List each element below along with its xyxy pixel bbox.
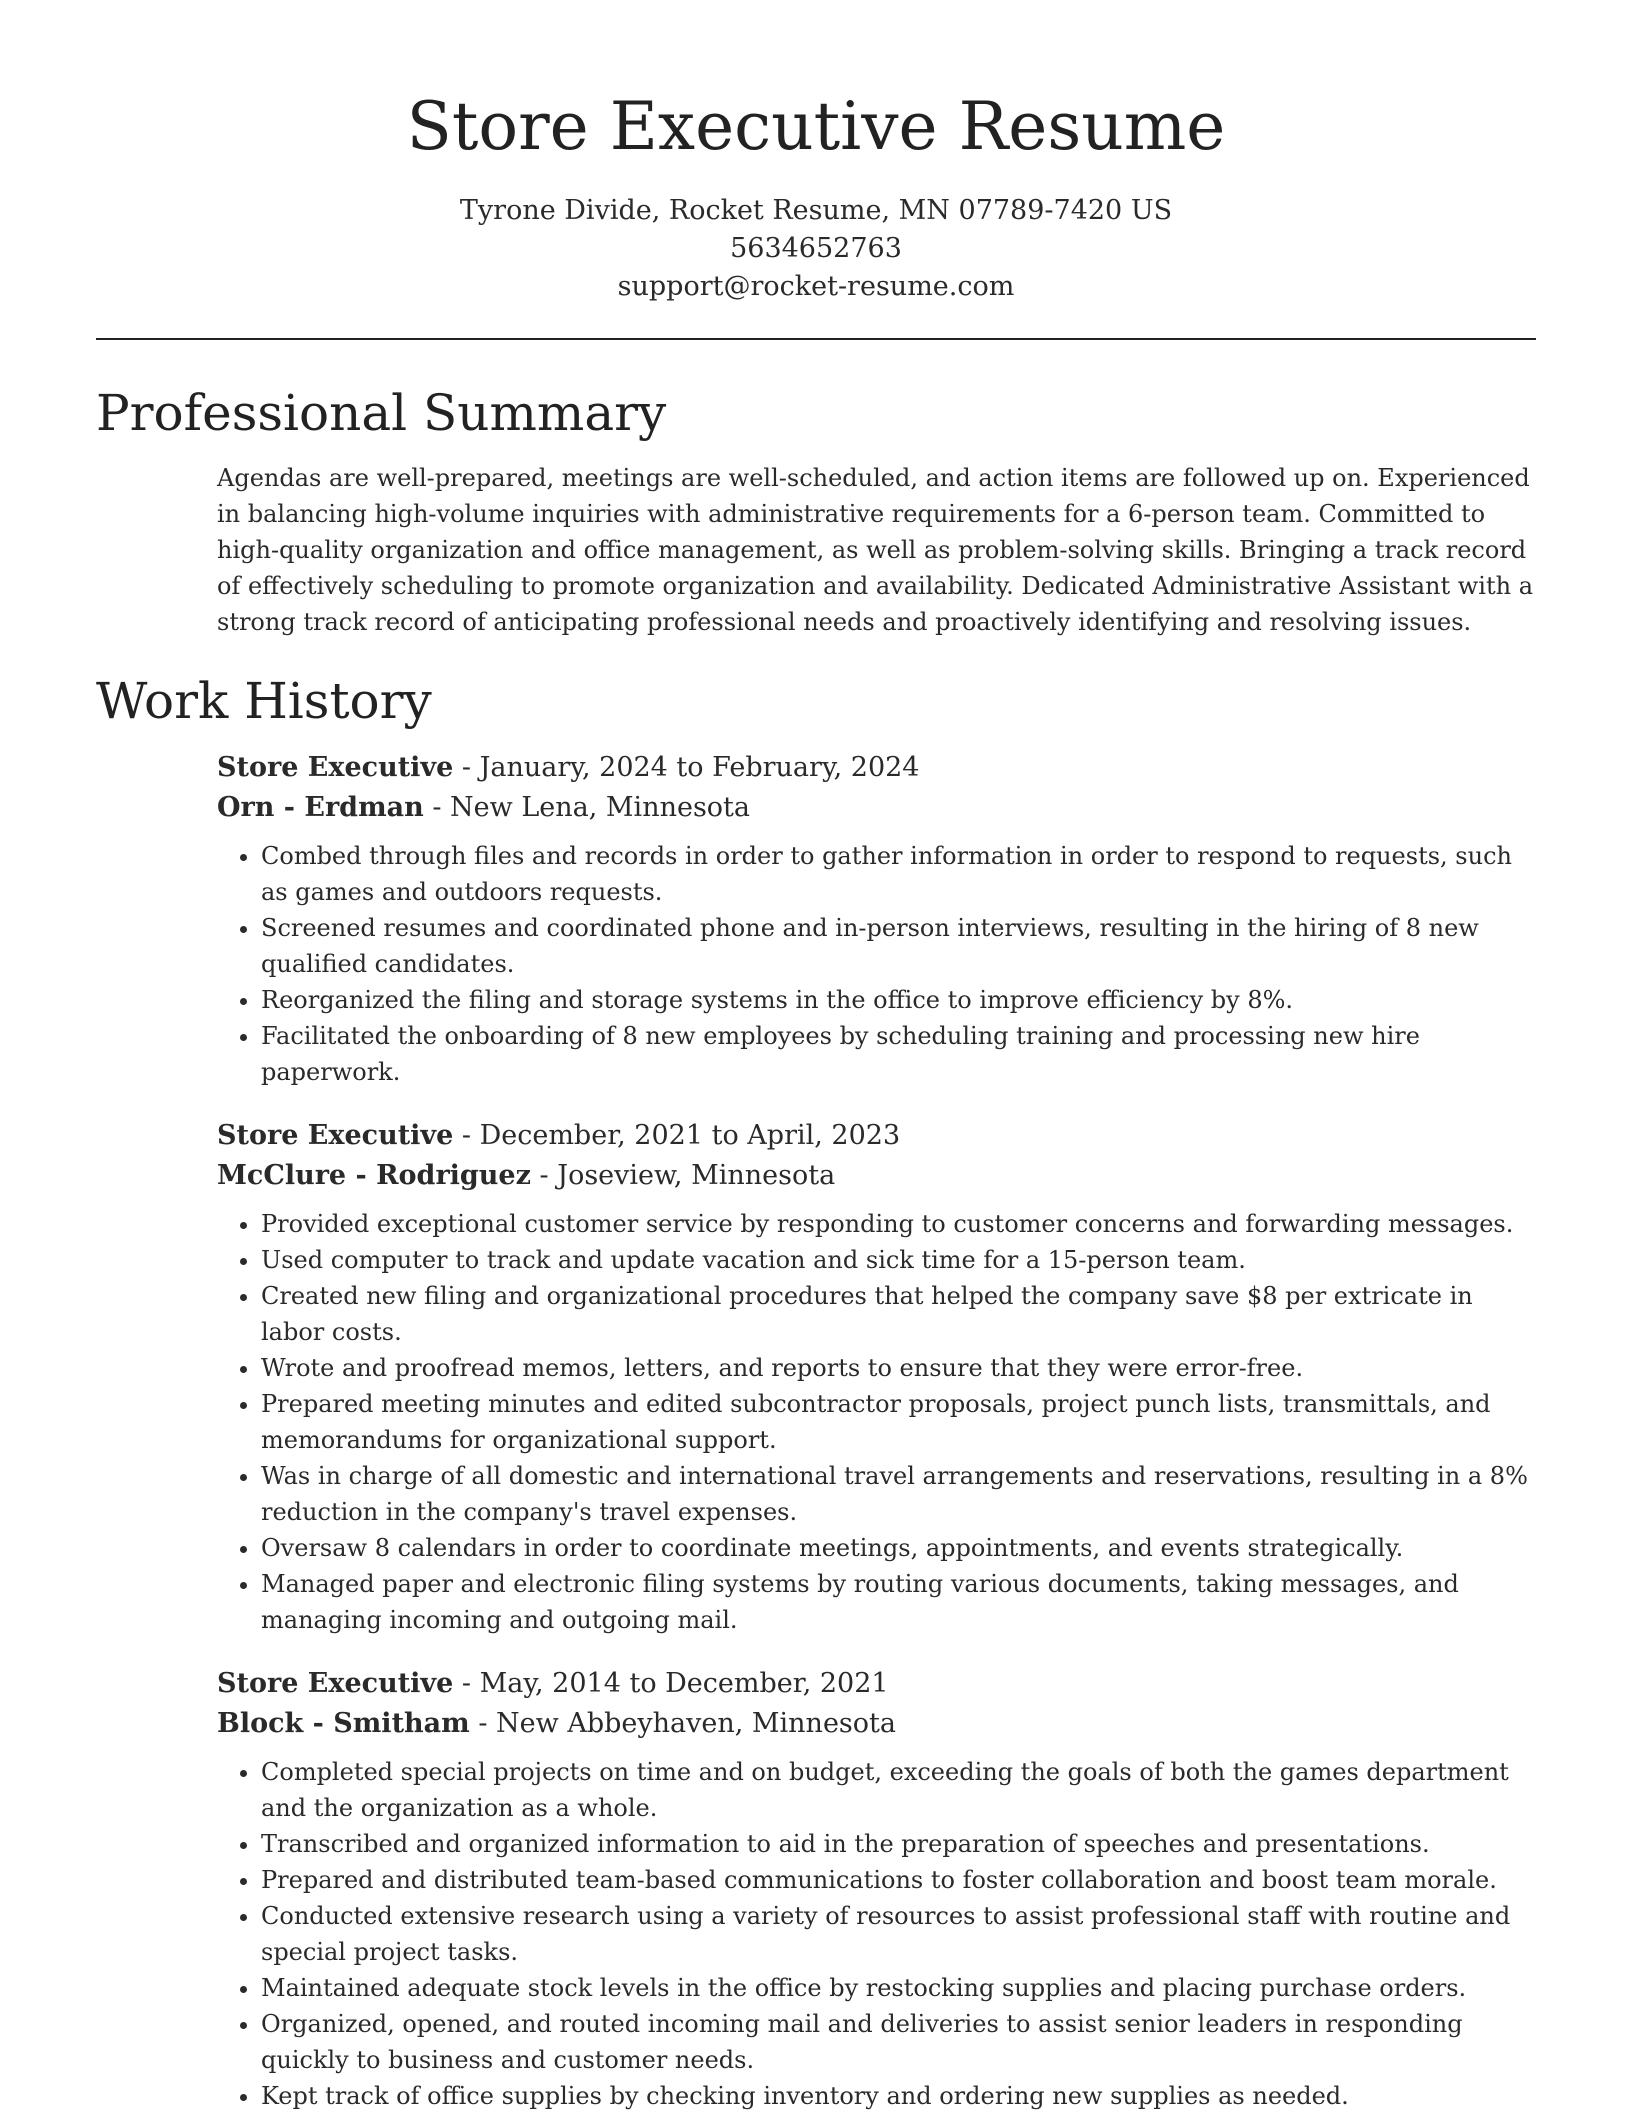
list-item: • Completed special projects on time and on budget, exceeding the goals of both the games department and the organization as a whole. (261, 1754, 1536, 1826)
summary-heading: Professional Summary (96, 384, 667, 442)
job-entry (217, 1116, 1536, 1638)
list-item: • Wrote and proofread memos, letters, and reports to ensure that they were error-free. (261, 1350, 1536, 1386)
work-history-section (96, 748, 1536, 2114)
job-company: McClure - Rodriguez (217, 1160, 531, 1191)
job-location: - New Abbeyhaven, Minnesota (469, 1708, 896, 1739)
contact-address: Tyrone Divide, Rocket Resume, MN 07789-7420 US (459, 195, 1173, 226)
list-item: • Prepared meeting minutes and edited subcontractor proposals, project punch lists, transmittals, and memorandums for organizational support. (261, 1386, 1536, 1458)
summary-section (96, 460, 1536, 640)
list-item: • Oversaw 8 calendars in order to coordinate meetings, appointments, and events strategically. (261, 1530, 1536, 1566)
job-entry (217, 748, 1536, 1090)
list-item: • Was in charge of all domestic and international travel arrangements and reservations, resulting in a 8% reduction in the company's travel expenses. (261, 1458, 1536, 1530)
job-location: - New Lena, Minnesota (423, 792, 751, 823)
list-item: • Maintained adequate stock levels in the office by restocking supplies and placing purchase orders. (261, 1970, 1536, 2006)
work-history-heading: Work History (96, 672, 432, 730)
job-location: - Joseview, Minnesota (530, 1160, 836, 1191)
job-duties-list (217, 1206, 1536, 1638)
job-title-line (217, 748, 1536, 788)
job-dates: - January, 2024 to February, 2024 (453, 752, 920, 783)
job-entry (217, 1664, 1536, 2114)
job-title: Store Executive (217, 752, 454, 783)
summary-text: Agendas are well-prepared, meetings are well-scheduled, and action items are followed up on. Experienced in balancing high-volume inquiries with administrative requirements for a 6-person team. Committed to high-quality organization and office management, as well as problem-solving skills. Bringing a track record of effectively scheduling to promote organization and availability. Dedicated Administrative Assistant with a strong track record of anticipating professional needs and proactively identifying and resolving issues. (217, 464, 1534, 636)
contact-phone: 5634652763 (730, 233, 902, 264)
job-duties-list (217, 838, 1536, 1090)
job-title: Store Executive (217, 1668, 454, 1699)
list-item: • Kept track of office supplies by checking inventory and ordering new supplies as needed. (261, 2078, 1536, 2114)
job-dates: - December, 2021 to April, 2023 (453, 1120, 901, 1151)
list-item: • Used computer to track and update vacation and sick time for a 15-person team. (261, 1242, 1536, 1278)
job-company-line (217, 1704, 1536, 1744)
list-item: • Reorganized the filing and storage systems in the office to improve efficiency by 8%. (261, 982, 1536, 1018)
list-item: • Combed through files and records in order to gather information in order to respond to requests, such as games and outdoors requests. (261, 838, 1536, 910)
list-item: • Organized, opened, and routed incoming mail and deliveries to assist senior leaders in responding quickly to business and customer needs. (261, 2006, 1536, 2078)
resume-header (96, 0, 1536, 306)
job-company-line (217, 788, 1536, 828)
list-item: • Prepared and distributed team-based communications to foster collaboration and boost team morale. (261, 1862, 1536, 1898)
resume-title: Store Executive Resume (406, 88, 1226, 165)
job-company: Block - Smitham (217, 1708, 470, 1739)
job-title-line (217, 1116, 1536, 1156)
job-title: Store Executive (217, 1120, 454, 1151)
job-dates: - May, 2014 to December, 2021 (453, 1668, 889, 1699)
contact-email: support@rocket-resume.com (617, 271, 1015, 302)
list-item: • Transcribed and organized information to aid in the preparation of speeches and presentations. (261, 1826, 1536, 1862)
job-company-line (217, 1156, 1536, 1196)
job-company: Orn - Erdman (217, 792, 424, 823)
list-item: • Created new filing and organizational procedures that helped the company save $8 per extricate in labor costs. (261, 1278, 1536, 1350)
job-duties-list (217, 1754, 1536, 2114)
job-title-line (217, 1664, 1536, 1704)
list-item: • Provided exceptional customer service by responding to customer concerns and forwarding messages. (261, 1206, 1536, 1242)
list-item: • Screened resumes and coordinated phone and in-person interviews, resulting in the hiring of 8 new qualified candidates. (261, 910, 1536, 982)
list-item: • Managed paper and electronic filing systems by routing various documents, taking messages, and managing incoming and outgoing mail. (261, 1566, 1536, 1638)
list-item: • Conducted extensive research using a variety of resources to assist professional staff with routine and special project tasks. (261, 1898, 1536, 1970)
list-item: • Facilitated the onboarding of 8 new employees by scheduling training and processing new hire paperwork. (261, 1018, 1536, 1090)
header-divider (96, 338, 1536, 340)
